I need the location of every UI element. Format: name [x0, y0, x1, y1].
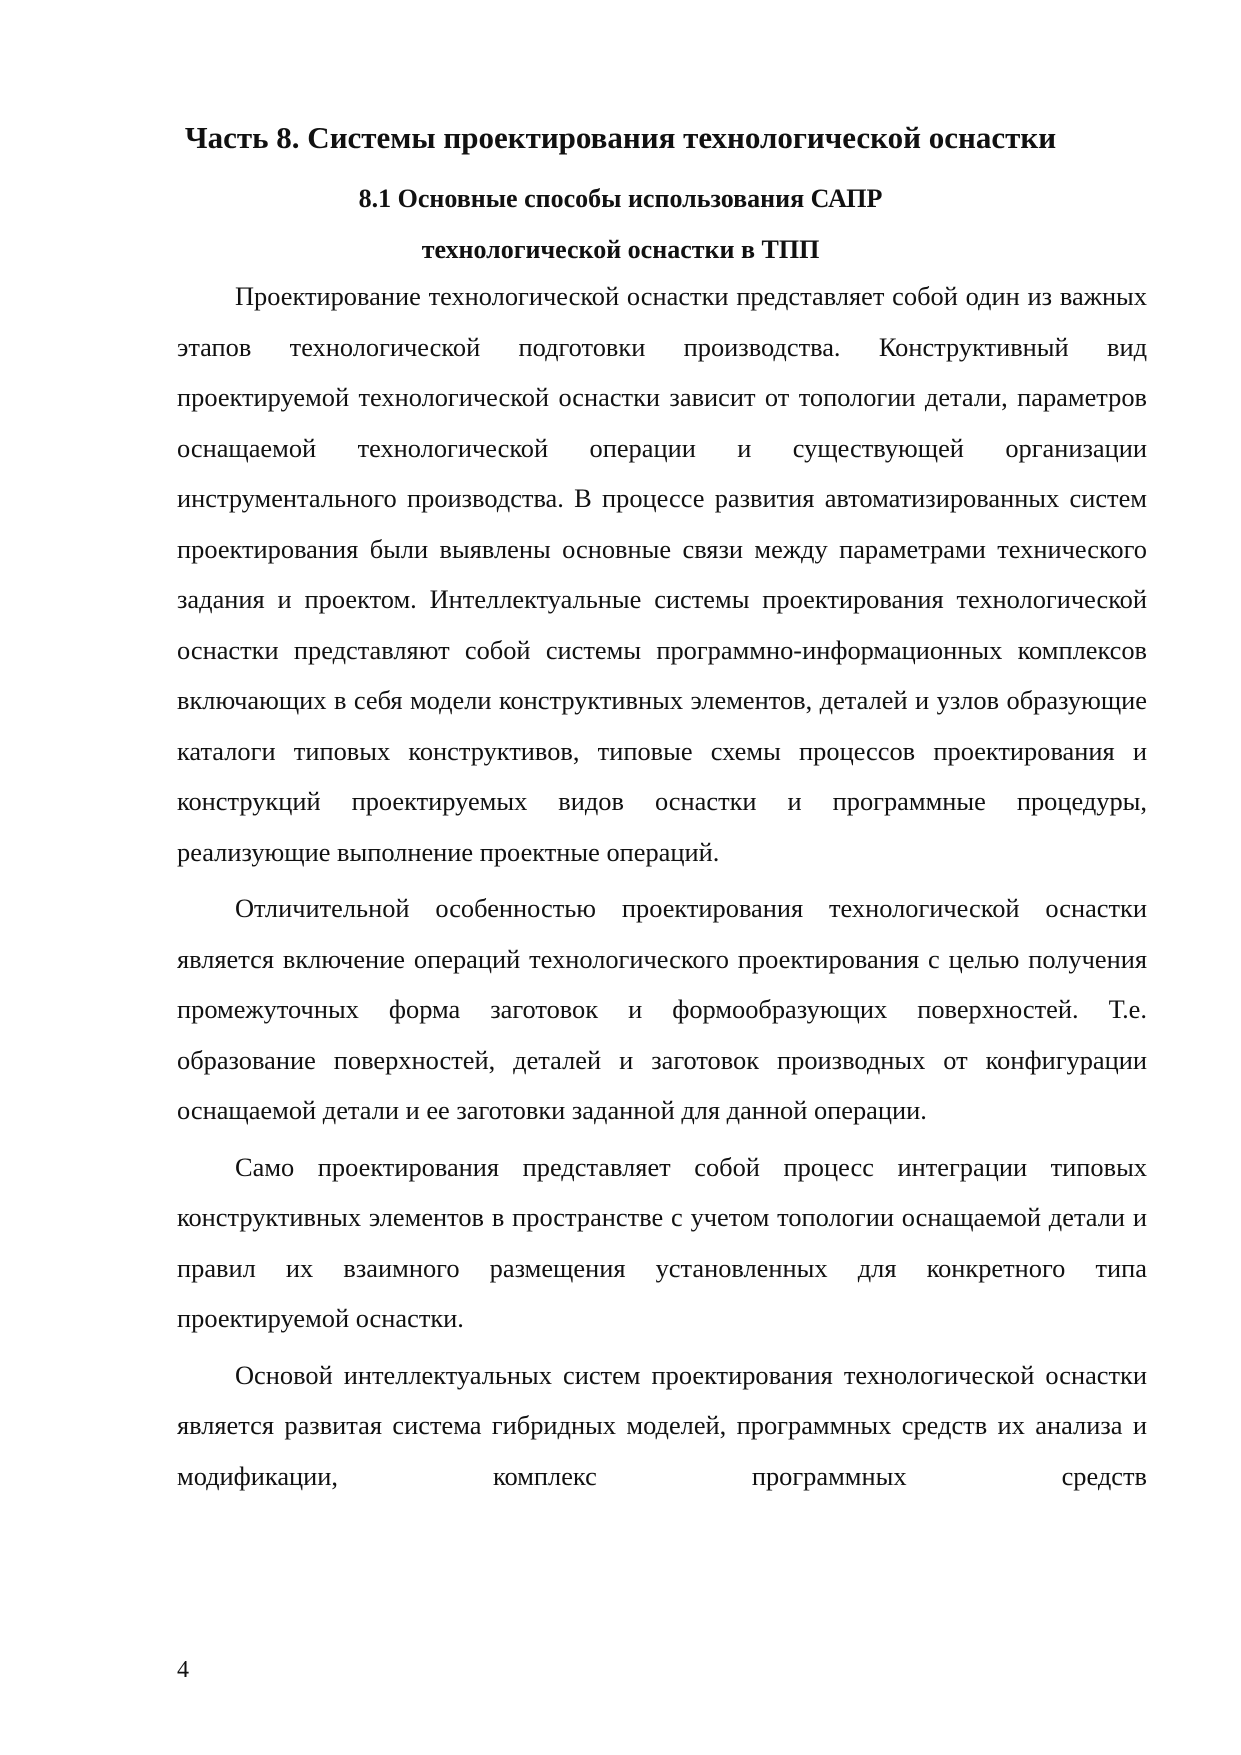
paragraph-1: Проектирование технологической оснастки представляет собой один из важных этапов технологической подготовки производства. Конструктивный вид проектируемой технологической оснастки зависит от топологии детали, параметров оснащаемой технологической операции и существующей организации инструментального производства. В процессе развития автоматизированных систем проектирования были выявлены основные связи между параметрами технического задания и проектом. Интеллектуальные системы проектирования технологической оснастки представляют собой системы программно-информационных комплексов включающих в себя модели конструктивных элементов, деталей и узлов образующие каталоги типовых конструктивов, типовые схемы процессов проектирования и конструкций проектируемых видов оснастки и программные процедуры, реализующие выполнение проектные операций. — [177, 281, 1147, 867]
body-text — [177, 271, 1147, 1507]
paragraph-3: Само проектирования представляет собой процесс интеграции типовых конструктивных элементов в пространстве с учетом топологии оснащаемой детали и правил их взаимного размещения установленных для конкретного типа проектируемой оснастки. — [177, 1151, 1147, 1333]
section-title-line-2: технологической оснастки в ТПП — [421, 235, 820, 264]
paragraph-2: Отличительной особенностью проектирования технологической оснастки является включение операций технологического проектирования с целью получения промежуточных форма заготовок и формообразующих поверхностей. Т.е. образование поверхностей, деталей и заготовок производных от конфигурации оснащаемой детали и ее заготовки заданной для данной операции. — [177, 893, 1147, 1125]
section-title — [0, 173, 1241, 275]
paragraph-4: Основой интеллектуальных систем проектирования технологической оснастки является развитая система гибридных моделей, программных средств их анализа и модификации, комплекс программных средств — [177, 1359, 1147, 1491]
chapter-title: Часть 8. Системы проектирования технологической оснастки — [184, 120, 1057, 155]
section-title-line-1: 8.1 Основные способы использования САПР — [358, 184, 883, 213]
page-number: 4 — [177, 1657, 189, 1683]
